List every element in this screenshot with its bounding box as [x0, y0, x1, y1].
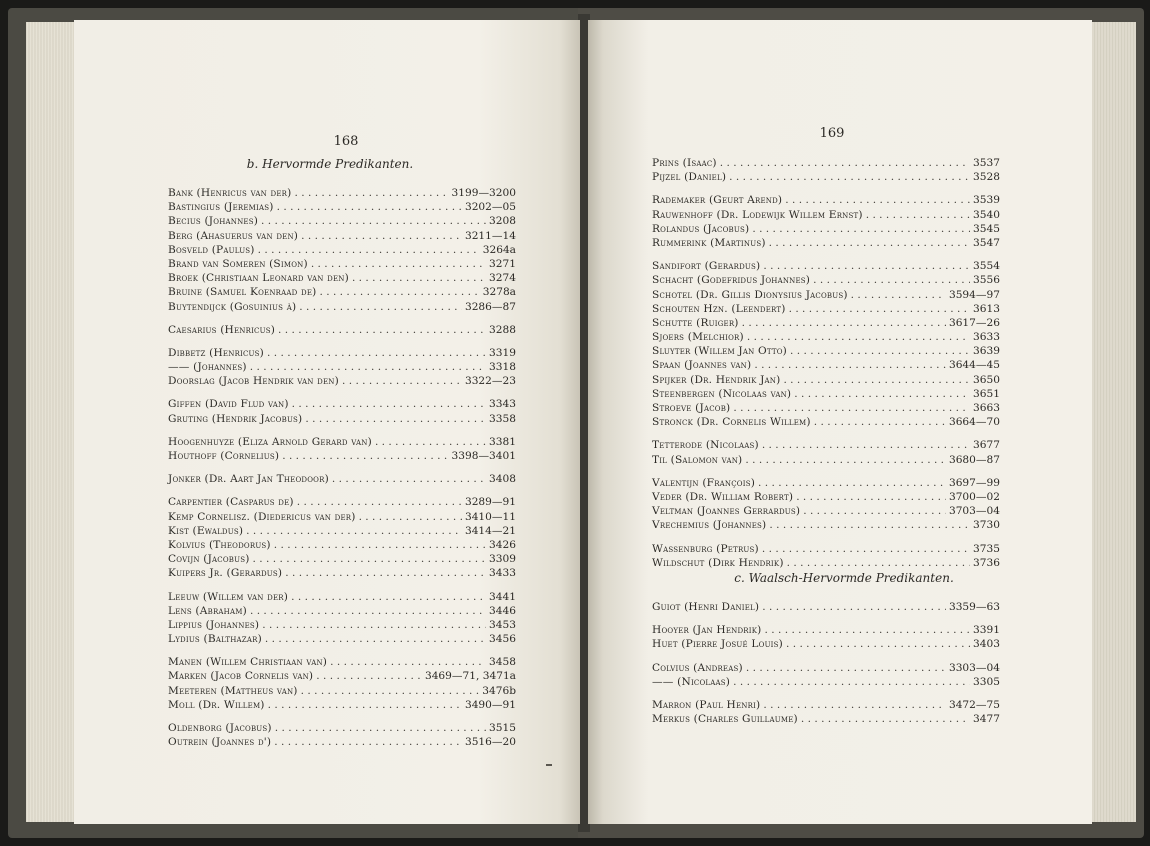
- entry-number: 3453: [489, 618, 516, 631]
- entry-number: 3650: [973, 373, 1000, 386]
- entry-name: Bastingius (Jeremias): [168, 201, 274, 214]
- index-list: [652, 156, 1000, 570]
- entry-name: Veder (Dr. William Robert): [652, 490, 794, 503]
- index-entry: [168, 721, 516, 735]
- entry-number: 3539: [973, 194, 1000, 207]
- index-entry: [168, 229, 516, 243]
- entry-number: 3343: [489, 398, 516, 411]
- leader-dots: [787, 556, 970, 570]
- entry-number: 3456: [489, 633, 516, 646]
- index-entry: [652, 156, 1000, 170]
- index-entry: [652, 490, 1000, 504]
- leader-dots: [763, 259, 970, 273]
- index-entry: [168, 495, 516, 509]
- index-entry: [652, 600, 1000, 614]
- entry-number: 3537: [973, 157, 1000, 169]
- index-entry: [168, 412, 516, 426]
- index-entry: [652, 698, 1000, 712]
- entry-name: Houthoff (Cornelius): [168, 450, 280, 462]
- entry-name: Wildschut (Dirk Hendrik): [652, 556, 784, 569]
- entry-number: 3305: [973, 675, 1000, 688]
- index-entry: [168, 735, 516, 749]
- index-entry: [168, 684, 516, 698]
- entry-number: 3639: [973, 345, 1000, 358]
- index-entry: [168, 243, 516, 257]
- entry-name: Caesarius (Henricus): [168, 323, 276, 336]
- entry-number: 3736: [973, 556, 1000, 569]
- entry-number: 3547: [973, 236, 1000, 249]
- entry-name: Moll (Dr. Willem): [168, 698, 265, 711]
- page-number: 168: [333, 134, 359, 149]
- entry-number: 3271: [489, 257, 516, 270]
- leader-dots: [762, 438, 970, 452]
- entry-number: 3664—70: [948, 416, 1000, 429]
- index-entry: [652, 302, 1000, 316]
- entry-name: Guiot (Henri Daniel): [652, 601, 760, 613]
- entry-name: Rauwenhoff (Dr. Lodewijk Willem Ernst): [652, 208, 863, 221]
- leader-dots: [274, 538, 486, 552]
- entry-number: 3264a: [482, 243, 516, 256]
- entry-number: 3663: [973, 402, 1000, 414]
- entry-name: Doorslag (Jacob Hendrik van den): [168, 375, 339, 388]
- index-entry: [168, 397, 516, 411]
- entry-name: Til (Salomon van): [652, 453, 743, 466]
- entry-name: Sjoers (Melchior): [652, 331, 744, 344]
- entry-name: Gruting (Hendrik Jacobus): [168, 412, 303, 425]
- leader-dots: [330, 655, 486, 669]
- leader-dots: [783, 373, 970, 387]
- entry-number: 3322—23: [464, 375, 516, 388]
- index-entry: [168, 604, 516, 618]
- index-entry: [168, 346, 516, 360]
- entry-name: Rolandus (Jacobus): [652, 222, 750, 235]
- leader-dots: [765, 623, 971, 637]
- entry-name: Schacht (Godefridus Johannes): [652, 274, 811, 287]
- entry-number: 3633: [973, 331, 1000, 344]
- entry-name: Outrein (Joannes d'): [168, 736, 272, 749]
- index-entry: [168, 285, 516, 299]
- entry-number: 3540: [973, 208, 1000, 221]
- index-entry: [652, 330, 1000, 344]
- leader-dots: [246, 524, 462, 538]
- index-entry: [652, 222, 1000, 236]
- entry-name: Rummerink (Martinus): [652, 236, 766, 249]
- leader-dots: [332, 472, 486, 486]
- entry-number: 3472—75: [948, 698, 1000, 711]
- entry-number: 3309: [489, 553, 516, 566]
- leader-dots: [267, 346, 486, 360]
- entry-name: Lippius (Johannes): [168, 618, 260, 631]
- index-list: [652, 600, 1000, 726]
- entry-number: 3398—3401: [451, 450, 516, 462]
- entry-name: Colvius (Andreas): [652, 661, 743, 674]
- entry-number: 3545: [973, 222, 1000, 235]
- leader-dots: [733, 401, 970, 415]
- entry-name: Kuipers Jr. (Gerardus): [168, 567, 283, 580]
- entry-number: 3469—71, 3471a: [424, 670, 516, 683]
- index-entry: [652, 273, 1000, 287]
- entry-number: 3441: [489, 590, 516, 603]
- index-entry: [652, 193, 1000, 207]
- index-entry: [168, 538, 516, 552]
- entry-number: 3274: [489, 272, 516, 285]
- index-entry: [168, 524, 516, 538]
- section-heading: b. Hervormde Predikanten.: [246, 157, 414, 171]
- index-entry: [168, 655, 516, 669]
- leader-dots: [763, 698, 946, 712]
- leader-dots: [747, 330, 970, 344]
- leader-dots: [268, 698, 462, 712]
- leader-dots: [375, 435, 486, 449]
- leader-dots: [250, 604, 486, 618]
- page-edges-right: [1090, 22, 1136, 822]
- index-entry: [168, 552, 516, 566]
- entry-name: Spijker (Dr. Hendrik Jan): [652, 373, 781, 386]
- leader-dots: [762, 600, 946, 614]
- page-number: 169: [819, 126, 845, 141]
- entry-name: Pijzel (Daniel): [652, 171, 727, 184]
- entry-name: Berg (Ahasuerus van den): [168, 229, 299, 242]
- entry-name: Stronck (Dr. Cornelis Willem): [652, 416, 811, 429]
- leader-dots: [265, 632, 486, 646]
- leader-dots: [359, 510, 462, 524]
- entry-number: 3476b: [482, 684, 516, 697]
- left-page: [74, 20, 580, 824]
- entry-number: 3446: [489, 604, 516, 617]
- entry-name: Jonker (Dr. Aart Jan Theodoor): [168, 473, 329, 486]
- leader-dots: [769, 236, 970, 250]
- entry-number: 3278a: [482, 286, 516, 299]
- entry-number: 3477: [973, 713, 1000, 726]
- entry-name: Stroeve (Jacob): [652, 402, 731, 414]
- index-entry: [168, 186, 516, 200]
- entry-number: 3703—04: [948, 505, 1000, 518]
- leader-dots: [274, 735, 462, 749]
- entry-number: 3613: [973, 302, 1000, 315]
- entry-number: 3516—20: [464, 736, 516, 749]
- entry-name: Merkus (Charles Guillaume): [652, 713, 798, 726]
- leader-dots: [258, 243, 480, 257]
- entry-number: 3408: [489, 473, 516, 486]
- leader-dots: [754, 358, 946, 372]
- entry-name: Kemp Cornelisz. (Diedericus van der): [168, 510, 356, 523]
- entry-name: Oldenborg (Jacobus): [168, 722, 272, 734]
- leader-dots: [803, 504, 946, 518]
- leader-dots: [342, 374, 462, 388]
- index-entry: [652, 236, 1000, 250]
- index-entry: [168, 200, 516, 214]
- entry-number: 3433: [489, 567, 516, 580]
- entry-number: 3651: [973, 387, 1000, 400]
- index-entry: [168, 271, 516, 285]
- entry-name: Dibbetz (Henricus): [168, 346, 264, 359]
- index-entry: [168, 360, 516, 374]
- entry-name: Brand van Someren (Simon): [168, 257, 308, 270]
- leader-dots: [292, 397, 486, 411]
- entry-name: Kist (Ewaldus): [168, 524, 244, 537]
- entry-number: 3554: [973, 260, 1000, 273]
- entry-name: Steenbergen (Nicolaas van): [652, 387, 792, 400]
- entry-number: 3697—99: [948, 476, 1000, 489]
- section-heading: c. Waalsch-Hervormde Predikanten.: [734, 571, 954, 585]
- leader-dots: [786, 637, 970, 651]
- index-entry: [652, 208, 1000, 222]
- index-entry: [652, 453, 1000, 467]
- entry-number: 3515: [489, 722, 516, 734]
- leader-dots: [250, 360, 486, 374]
- leader-dots: [814, 415, 946, 429]
- index-entry: [652, 518, 1000, 532]
- entry-number: 3490—91: [464, 698, 516, 711]
- index-entry: [652, 623, 1000, 637]
- entry-name: Tetterode (Nicolaas): [652, 439, 759, 452]
- leader-dots: [301, 684, 480, 698]
- entry-number: 3677: [973, 439, 1000, 452]
- entry-name: Veltman (Joannes Gerrardus): [652, 505, 801, 518]
- entry-name: Leeuw (Willem van der): [168, 590, 289, 603]
- leader-dots: [316, 669, 422, 683]
- entry-name: Broek (Christiaan Leonard van den): [168, 272, 349, 285]
- index-entry: [652, 415, 1000, 429]
- leader-dots: [299, 300, 462, 314]
- entry-name: Lydius (Balthazar): [168, 633, 262, 646]
- index-entry: [652, 316, 1000, 330]
- entry-number: 3458: [489, 656, 516, 669]
- leader-dots: [253, 552, 486, 566]
- leader-dots: [301, 229, 462, 243]
- entry-name: Vrechemius (Johannes): [652, 519, 767, 532]
- leader-dots: [762, 542, 970, 556]
- entry-name: Kolvius (Theodorus): [168, 538, 271, 551]
- entry-name: Hooyer (Jan Hendrik): [652, 624, 762, 637]
- entry-number: 3319: [489, 346, 516, 359]
- index-entry: [168, 374, 516, 388]
- leader-dots: [796, 490, 946, 504]
- index-entry: [168, 323, 516, 337]
- entry-number: 3358: [489, 412, 516, 425]
- entry-number: 3303—04: [948, 661, 1000, 674]
- leader-dots: [311, 257, 486, 271]
- index-entry: [652, 661, 1000, 675]
- leader-dots: [720, 156, 970, 170]
- leader-dots: [801, 712, 970, 726]
- index-entry: [652, 387, 1000, 401]
- index-entry: [168, 472, 516, 486]
- index-entry: [168, 590, 516, 604]
- entry-number: 3208: [489, 215, 516, 228]
- entry-name: Giffen (David Flud van): [168, 398, 289, 411]
- entry-number: 3381: [489, 435, 516, 448]
- entry-number: 3202—05: [464, 201, 516, 214]
- entry-name: Valentijn (François): [652, 476, 756, 489]
- index-entry: [652, 170, 1000, 184]
- leader-dots: [285, 566, 486, 580]
- index-entry: [652, 504, 1000, 518]
- leader-dots: [813, 273, 970, 287]
- entry-name: Spaan (Joannes van): [652, 359, 752, 372]
- entry-number: 3735: [973, 542, 1000, 555]
- leader-dots: [282, 449, 448, 463]
- entry-name: Covijn (Jacobus): [168, 553, 250, 566]
- index-entry: [652, 401, 1000, 415]
- entry-name: Manen (Willem Christiaan van): [168, 656, 328, 669]
- leader-dots: [746, 661, 946, 675]
- index-entry: [652, 712, 1000, 726]
- index-entry: [652, 358, 1000, 372]
- index-entry: [168, 510, 516, 524]
- entry-number: 3528: [973, 171, 1000, 184]
- leader-dots: [745, 453, 946, 467]
- entry-name: Meeteren (Mattheus van): [168, 684, 298, 697]
- index-entry: [652, 675, 1000, 689]
- entry-name: Bruine (Samuel Koenraad de): [168, 286, 317, 299]
- leader-dots: [352, 271, 486, 285]
- leader-dots: [261, 214, 486, 228]
- index-entry: [168, 698, 516, 712]
- leader-dots: [851, 288, 946, 302]
- entry-number: 3617—26: [948, 316, 1000, 329]
- entry-name: Hoogenhuyze (Eliza Arnold Gerard van): [168, 435, 372, 448]
- leader-dots: [794, 387, 970, 401]
- leader-dots: [297, 495, 462, 509]
- index-entry: [652, 344, 1000, 358]
- index-entry: [168, 618, 516, 632]
- entry-number: 3211—14: [464, 229, 516, 242]
- leader-dots: [752, 222, 970, 236]
- entry-name: Schouten Hzn. (Leendert): [652, 302, 786, 315]
- index-entry: [168, 257, 516, 271]
- entry-name: Marken (Jacob Cornelis van): [168, 670, 314, 683]
- leader-dots: [758, 476, 946, 490]
- index-entry: [168, 300, 516, 314]
- leader-dots: [278, 323, 486, 337]
- leader-dots: [729, 170, 970, 184]
- entry-name: Rademaker (Geurt Arend): [652, 194, 783, 207]
- index-entry: [652, 476, 1000, 490]
- index-entry: [168, 632, 516, 646]
- entry-number: 3556: [973, 274, 1000, 287]
- index-entry: [652, 542, 1000, 556]
- entry-number: 3414—21: [464, 524, 516, 537]
- index-list: [168, 186, 516, 749]
- entry-number: 3700—02: [948, 490, 1000, 503]
- entry-name: —— (Nicolaas): [652, 675, 731, 688]
- entry-name: Bosveld (Paulus): [168, 243, 255, 256]
- entry-name: Wassenburg (Petrus): [652, 542, 759, 555]
- leader-dots: [866, 208, 970, 222]
- entry-name: Lens (Abraham): [168, 604, 247, 617]
- leader-dots: [305, 412, 486, 426]
- index-entry: [168, 214, 516, 228]
- page-mark: [546, 764, 552, 766]
- index-entry: [652, 556, 1000, 570]
- index-entry: [652, 637, 1000, 651]
- leader-dots: [789, 302, 970, 316]
- entry-name: Schutte (Ruiger): [652, 316, 739, 329]
- leader-dots: [262, 618, 486, 632]
- entry-number: 3288: [489, 323, 516, 336]
- entry-name: Bank (Henricus van der): [168, 187, 292, 199]
- entry-name: Sluyter (Willem Jan Otto): [652, 345, 788, 358]
- entry-number: 3594—97: [948, 288, 1000, 301]
- entry-number: 3318: [489, 361, 516, 374]
- entry-name: Becius (Johannes): [168, 215, 259, 228]
- leader-dots: [790, 344, 970, 358]
- index-entry: [168, 449, 516, 463]
- leader-dots: [769, 518, 970, 532]
- entry-name: Buytendijck (Gosuinius à): [168, 300, 297, 313]
- entry-number: 3391: [973, 624, 1000, 637]
- entry-number: 3644—45: [948, 359, 1000, 372]
- leader-dots: [291, 590, 486, 604]
- entry-number: 3199—3200: [451, 187, 516, 199]
- leader-dots: [277, 200, 462, 214]
- entry-name: Sandifort (Gerardus): [652, 260, 761, 273]
- entry-number: 3410—11: [464, 510, 516, 523]
- leader-dots: [319, 285, 479, 299]
- entry-name: Carpentier (Casparus de): [168, 496, 294, 509]
- leader-dots: [742, 316, 946, 330]
- page-edges-left: [26, 22, 76, 822]
- entry-number: 3730: [973, 519, 1000, 532]
- entry-name: Schotel (Dr. Gillis Dionysius Jacobus): [652, 288, 848, 301]
- entry-number: 3403: [973, 638, 1000, 651]
- entry-name: —— (Johannes): [168, 361, 247, 374]
- entry-number: 3359—63: [948, 601, 1000, 613]
- entry-name: Prins (Isaac): [652, 157, 717, 169]
- index-entry: [652, 373, 1000, 387]
- entry-name: Huet (Pierre Josué Louis): [652, 638, 783, 651]
- entry-number: 3680—87: [948, 453, 1000, 466]
- index-entry: [652, 438, 1000, 452]
- index-entry: [652, 259, 1000, 273]
- index-entry: [168, 435, 516, 449]
- leader-dots: [275, 721, 486, 735]
- entry-number: 3426: [489, 538, 516, 551]
- right-page: [588, 20, 1092, 824]
- index-entry: [168, 566, 516, 580]
- leader-dots: [785, 193, 970, 207]
- entry-number: 3289—91: [464, 496, 516, 509]
- leader-dots: [733, 675, 970, 689]
- entry-name: Marron (Paul Henri): [652, 698, 761, 711]
- index-entry: [652, 288, 1000, 302]
- leader-dots: [294, 186, 448, 200]
- entry-number: 3286—87: [464, 300, 516, 313]
- index-entry: [168, 669, 516, 683]
